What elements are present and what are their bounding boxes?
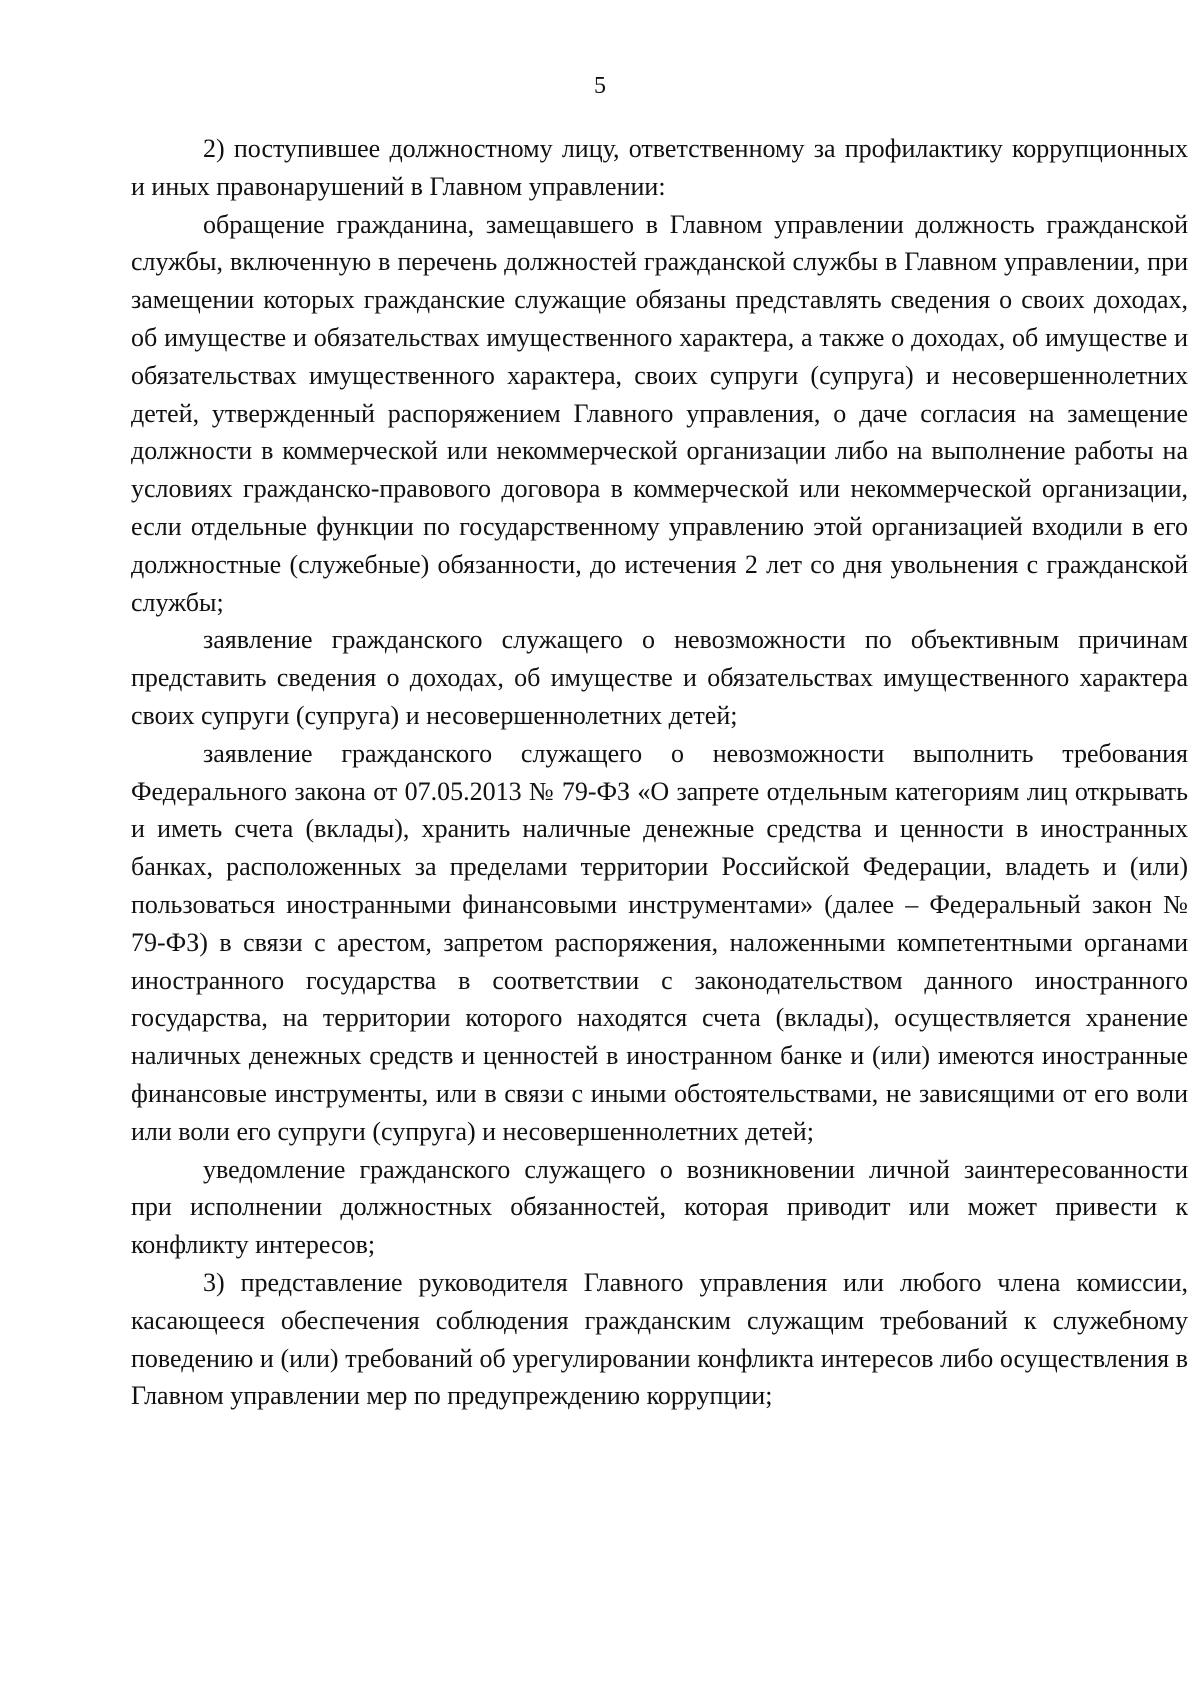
paragraph-citizen-appeal: обращение гражданина, замещавшего в Главном управлении должность гражданской службы, включенную в перечень должностей гражданской службы в Главном управлении, при замещении которых гражданские служащие обязаны представлять сведения о своих доходах, об имуществе и обязательствах имущественного характера, а также о доходах, об имуществе и обязательствах имущественного характера, своих супруги (супруга) и несовершеннолетних детей, утвержденный распоряжением Главного управления, о даче согласия на замещение должности в коммерческой или некоммерческой организации либо на выполнение работы на условиях гражданско-правового договора в коммерческой или некоммерческой организации, если отдельные функции по государственному управлению этой организацией входили в его должностные (служебные) обязанности, до истечения 2 лет со дня увольнения с гражданской службы; — [131, 209, 1188, 617]
paragraph-conflict-notification: уведомление гражданского служащего о возникновении личной заинтересованности при исполнении должностных обязанностей, которая приводит или может привести к конфликту интересов; — [131, 1154, 1188, 1260]
paragraph-item-3-submission: 3) представление руководителя Главного управления или любого члена комиссии, касающееся обеспечения соблюдения гражданским служащим требований к служебному поведению и (или) требований об урегулировании конфликта интересов либо осуществления в Главном управлении мер по предупреждению коррупции; — [131, 1267, 1188, 1411]
document-body — [131, 130, 1188, 1415]
paragraph-item-2-intro: 2) поступившее должностному лицу, ответственному за профилактику коррупционных и иных правонарушений в Главном управлении: — [131, 134, 1188, 201]
paragraph-law-79fz-statement: заявление гражданского служащего о невозможности выполнить требования Федерального закона от 07.05.2013 № 79-ФЗ «О запрете отдельным категориям лиц открывать и иметь счета (вклады), хранить наличные денежные средства и ценности в иностранных банках, расположенных за пределами территории Российской Федерации, владеть и (или) пользоваться иностранными финансовыми инструментами» (далее – Федеральный закон № 79-ФЗ) в связи с арестом, запретом распоряжения, наложенными компетентными органами иностранного государства в соответствии с законодательством данного иностранного государства, на территории которого находятся счета (вклады), осуществляется хранение наличных денежных средств и ценностей в иностранном банке и (или) имеются иностранные финансовые инструменты, или в связи с иными обстоятельствами, не зависящими от его воли или воли его супруги (супруга) и несовершеннолетних детей; — [131, 738, 1188, 1146]
paragraph-income-statement: заявление гражданского служащего о невозможности по объективным причинам представить сведения о доходах, об имуществе и обязательствах имущественного характера своих супруги (супруга) и несовершеннолетних детей; — [131, 625, 1188, 730]
page-number: 5 — [594, 73, 606, 99]
